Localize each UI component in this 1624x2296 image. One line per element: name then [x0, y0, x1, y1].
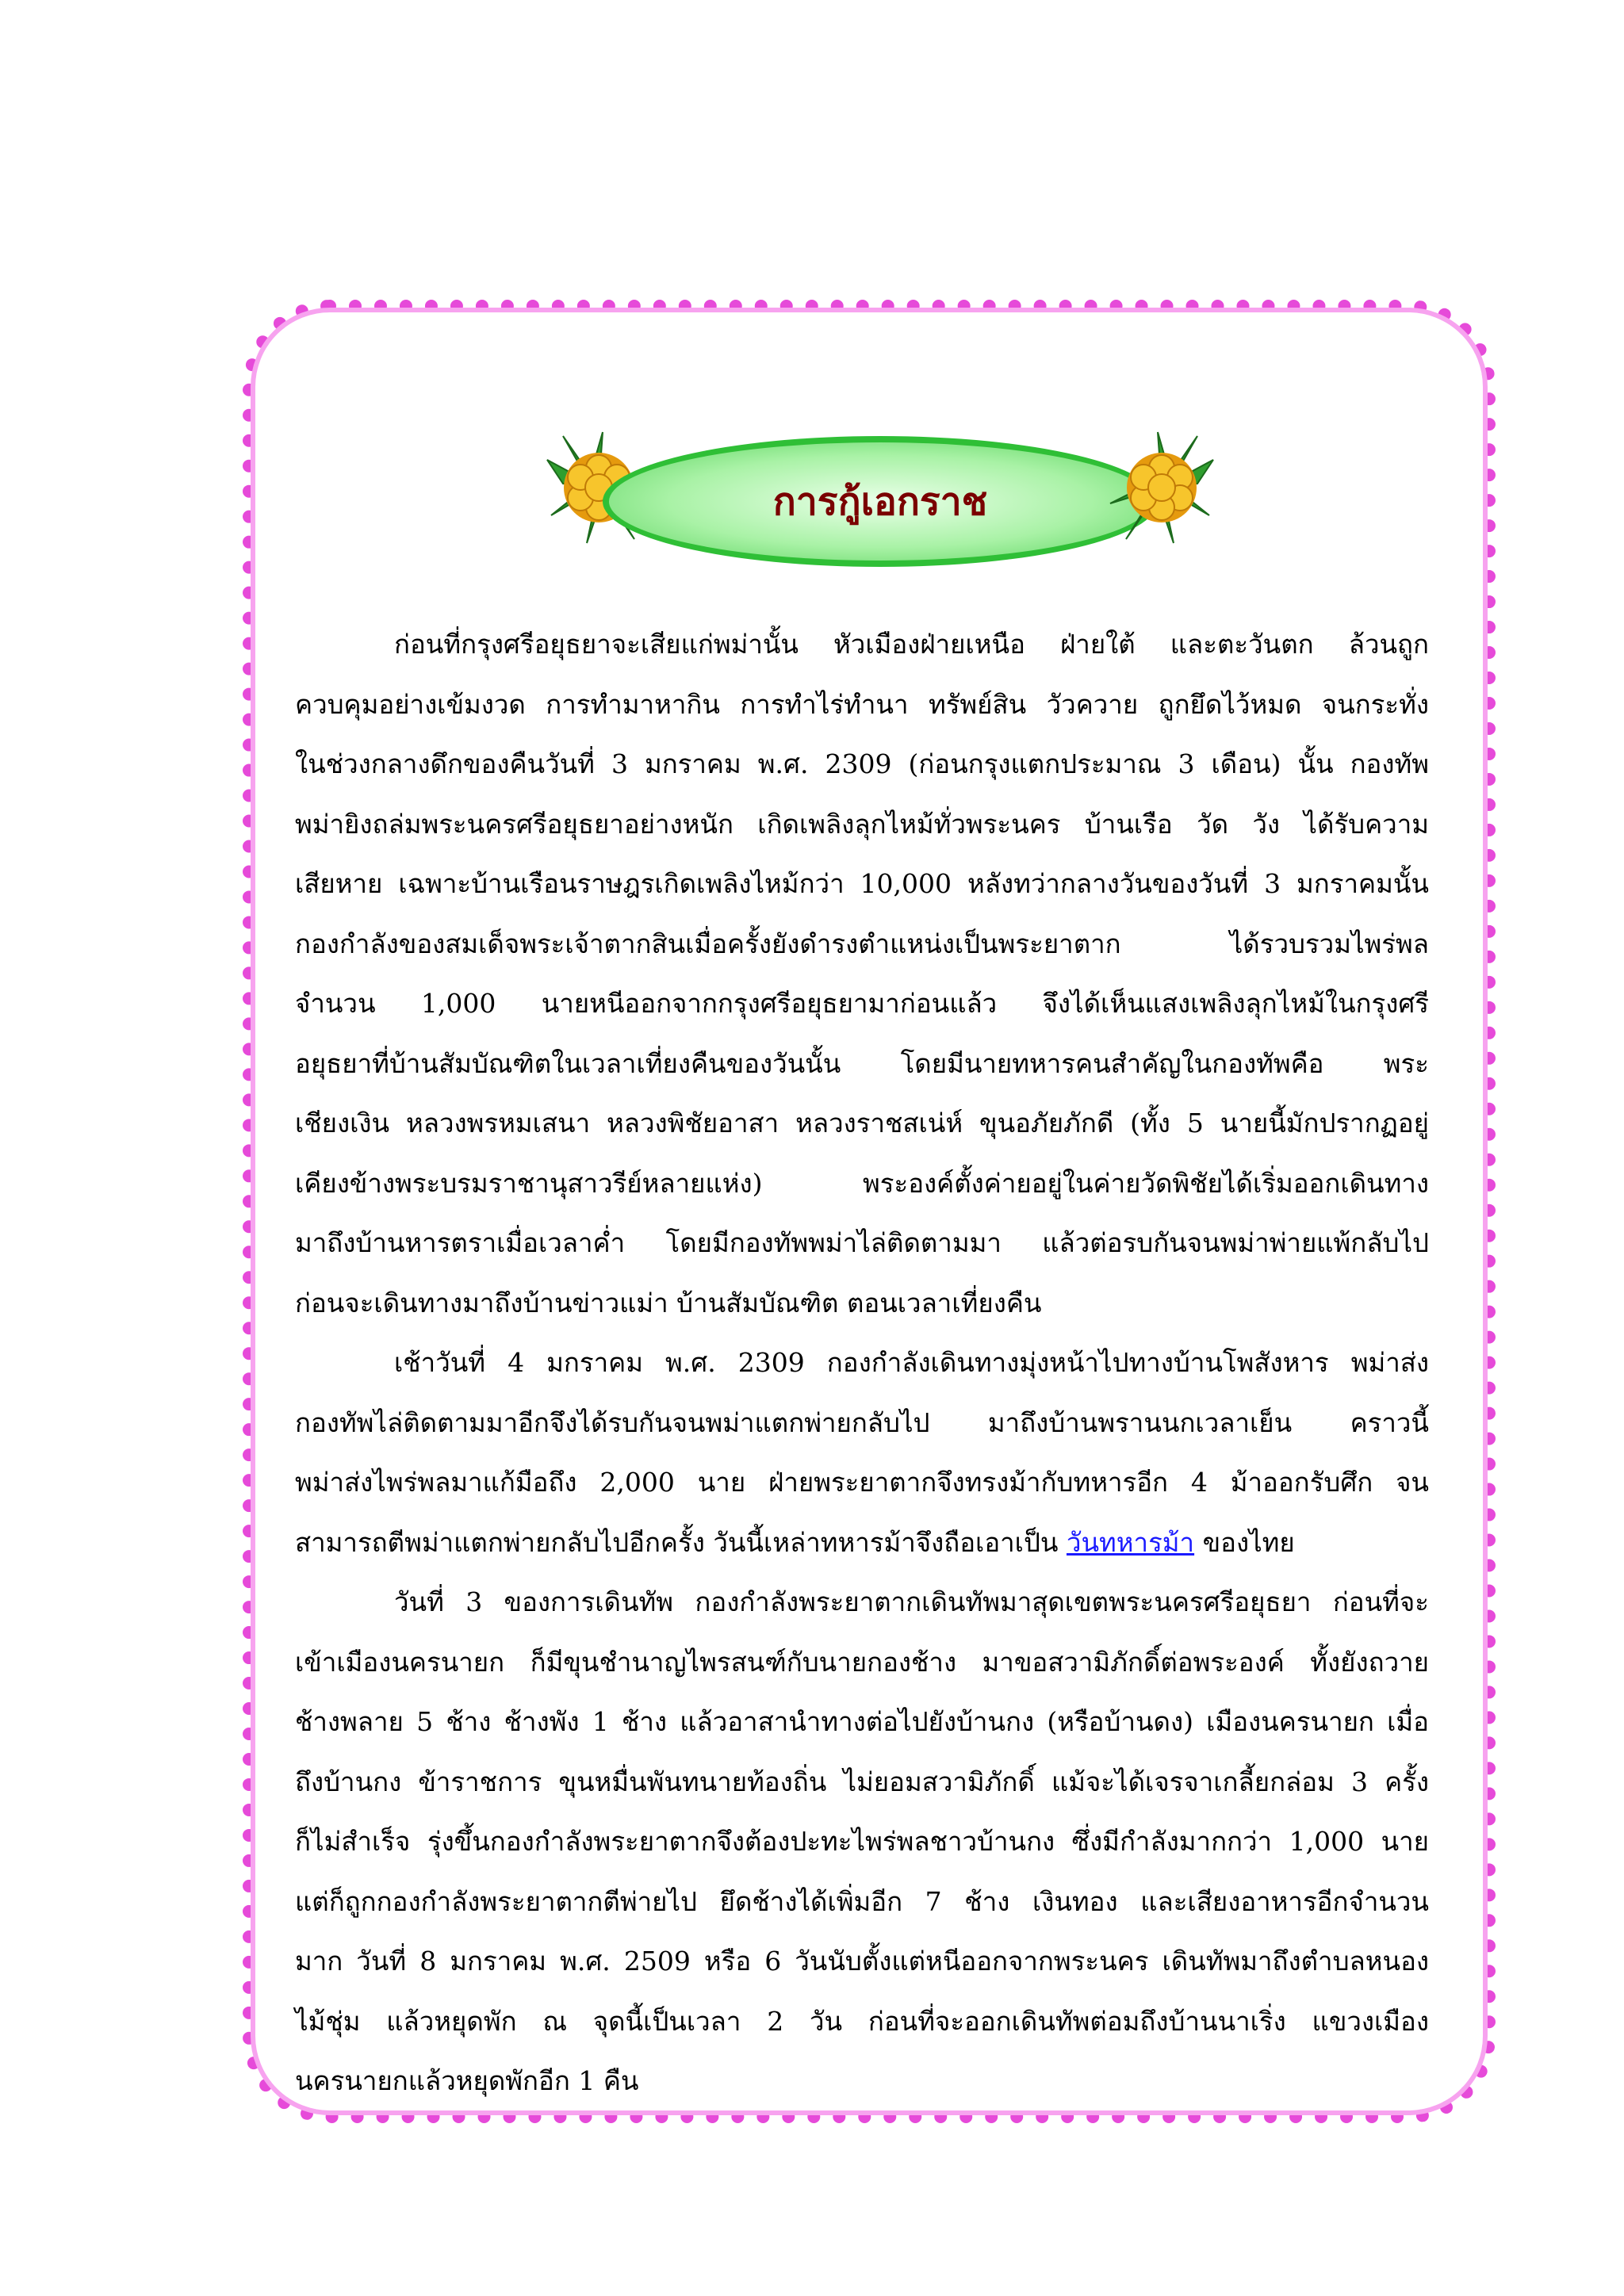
text-line: จำนวน 1,000 นายหนีออกจากกรุงศรีอยุธยามาก่อนแล้ว จึงได้เห็นแสงเพลิงลุกไหม้ในกรุงศรี — [295, 988, 1429, 1019]
text-line: มาก วันที่ 8 มกราคม พ.ศ. 2509 หรือ 6 วันนับตั้งแต่หนีออกจากพระนคร เดินทัพมาถึงตำบลหนอง — [295, 1946, 1429, 1976]
text-line: เสียหาย เฉพาะบ้านเรือนราษฎรเกิดเพลิงไหม้กว่า 10,000 หลังทว่ากลางวันของวันที่ 3 มกราคมนั้น — [295, 868, 1429, 899]
text-segment: สามารถตีพม่าแตกพ่ายกลับไปอีกครั้ง วันนี้เหล่าทหารม้าจึงถือเอาเป็น — [295, 1526, 1067, 1558]
page-title: การกู้เอกราช — [772, 479, 988, 524]
text-line: ถึงบ้านกง ข้าราชการ ขุนหมื่นพันทนายท้องถิ่น ไม่ยอมสวามิภักดิ์ แม้จะได้เจรจาเกลี้ยกล่อม 3 ครั้ง — [295, 1766, 1429, 1797]
text-line: เคียงข้างพระบรมราชานุสาวรีย์หลายแห่ง) พระองค์ตั้งค่ายอยู่ในค่ายวัดพิชัยได้เริ่มออกเดินทาง — [295, 1167, 1429, 1199]
text-line: กองทัพไล่ติดตามมาอีกจึงได้รบกันจนพม่าแตกพ่ายกลับไป มาถึงบ้านพรานนกเวลาเย็น คราวนี้ — [295, 1406, 1429, 1438]
title-banner — [539, 412, 1221, 587]
text-line: อยุธยาที่บ้านสัมบัณฑิตในเวลาเที่ยงคืนของวันนั้น โดยมีนายทหารคนสำคัญในกองทัพคือ พระ — [295, 1047, 1429, 1079]
text-line — [295, 1513, 1429, 1573]
text-line: เช้าวันที่ 4 มกราคม พ.ศ. 2309 กองกำลังเดินทางมุ่งหน้าไปทางบ้านโพสังหาร พม่าส่ง — [394, 1347, 1429, 1378]
text-line: ก่อนจะเดินทางมาถึงบ้านข่าวแม่า บ้านสัมบัณฑิต ตอนเวลาเที่ยงคืน — [295, 1287, 1042, 1318]
text-line: ไม้ชุ่ม แล้วหยุดพัก ณ จุดนี้เป็นเวลา 2 วัน ก่อนที่จะออกเดินทัพต่อมถึงบ้านนาเริ่ง แขวงเมือง — [295, 2005, 1429, 2037]
text-line: วันที่ 3 ของการเดินทัพ กองกำลังพระยาตากเดินทัพมาสุดเขตพระนครศรีอยุธยา ก่อนที่จะ — [394, 1586, 1429, 1617]
text-line: แต่ก็ถูกกองกำลังพระยาตากตีพ่ายไป ยึดช้างได้เพิ่มอีก 7 ช้าง เงินทอง และเสียงอาหารอีกจำนวน — [295, 1885, 1429, 1917]
article-body — [295, 614, 1429, 2111]
marigold-flower-icon — [1102, 428, 1221, 547]
text-line: พม่ายิงถล่มพระนครศรีอยุธยาอย่างหนัก เกิดเพลิงลุกไหม้ทั่วพระนคร บ้านเรือ วัด วัง ได้รับความ — [295, 808, 1429, 840]
text-line: เข้าเมืองนครนายก ก็มีขุนชำนาญไพรสนฑ์กับนายกองช้าง มาขอสวามิภักดิ์ต่อพระองค์ ทั้งยังถวาย — [295, 1646, 1429, 1678]
text-line: เชียงเงิน หลวงพรหมเสนา หลวงพิชัยอาสา หลวงราชสเน่ห์ ขุนอภัยภักดี (ทั้ง 5 นายนี้มักปรากฏอยู่ — [295, 1108, 1429, 1138]
text-line: ควบคุมอย่างเข้มงวด การทำมาหากิน การทำไร่ทำนา ทรัพย์สิน วัวควาย ถูกยึดไว้หมด จนกระทั่ง — [295, 688, 1429, 720]
text-line: ก่อนที่กรุงศรีอยุธยาจะเสียแก่พม่านั้น หัวเมืองฝ่ายเหนือ ฝ่ายใต้ และตะวันตก ล้วนถูก — [394, 629, 1429, 660]
text-line: ช้างพลาย 5 ช้าง ช้างพัง 1 ช้าง แล้วอาสานำทางต่อไปยังบ้านกง (หรือบ้านดง) เมืองนครนายก เมื่อ — [295, 1706, 1429, 1737]
text-line: นครนายกแล้วหยุดพักอีก 1 คืน — [295, 2065, 639, 2096]
text-segment: ของไทย — [1194, 1526, 1295, 1558]
text-line: พม่าส่งไพร่พลมาแก้มือถึง 2,000 นาย ฝ่ายพระยาตากจึงทรงม้ากับทหารอีก 4 ม้าออกรับศึก จน — [295, 1467, 1429, 1498]
text-line: กองกำลังของสมเด็จพระเจ้าตากสินเมื่อครั้งยังดำรงตำแหน่งเป็นพระยาตาก ได้รวบรวมไพร่พล — [295, 928, 1429, 959]
text-line: ก็ไม่สำเร็จ รุ่งขึ้นกองกำลังพระยาตากจึงต้องปะทะไพร่พลชาวบ้านกง ซึ่งมีกำลังมากกว่า 1,000 นาย — [295, 1826, 1429, 1857]
text-line: มาถึงบ้านหารตราเมื่อเวลาค่ำ โดยมีกองทัพพม่าไล่ติดตามมา แล้วต่อรบกันจนพม่าพ่ายแพ้กลับไป — [295, 1227, 1429, 1258]
text-line: ในช่วงกลางดึกของคืนวันที่ 3 มกราคม พ.ศ. 2309 (ก่อนกรุงแตกประมาณ 3 เดือน) นั้น กองทัพ — [295, 748, 1429, 779]
cavalry-day-link[interactable]: วันทหารม้า — [1066, 1526, 1195, 1558]
